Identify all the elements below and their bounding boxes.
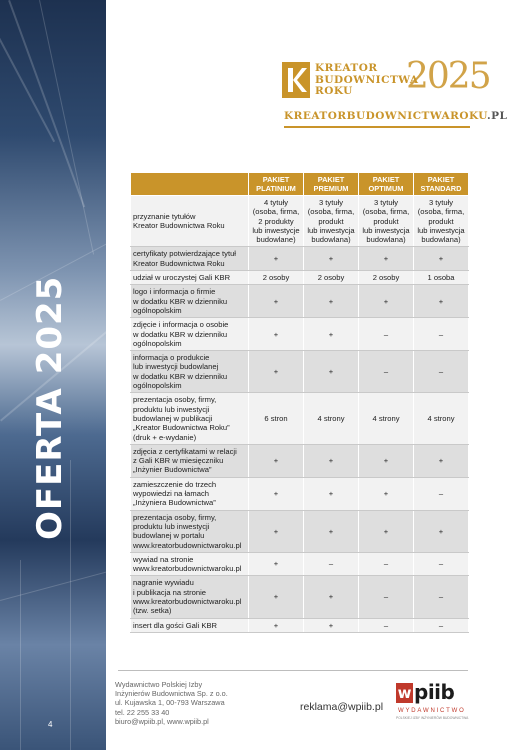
package-value-cell: +: [304, 318, 359, 351]
table-row: [131, 271, 469, 285]
package-value-cell: 3 tytuły (osoba, firma, produkt lub inwestycja budowlana): [359, 196, 414, 247]
feature-cell: zdjęcie i informacja o osobie w dodatku KBR w dzienniku ogólnopolskim: [131, 318, 249, 351]
table-row: [131, 318, 469, 351]
logo-wordmark: KREATOR BUDOWNICTWA ROKU: [315, 62, 419, 97]
package-value-cell: –: [359, 351, 414, 393]
table-row: [131, 552, 469, 576]
package-value-cell: +: [304, 618, 359, 632]
table-row: [131, 247, 469, 271]
feature-cell: prezentacja osoby, firmy, produktu lub inwestycji budowlanej w portalu www.kreatorbudownictwaroku.pl: [131, 510, 249, 552]
package-value-cell: +: [249, 444, 304, 477]
logo-year: 2025: [406, 56, 490, 97]
package-value-cell: –: [359, 318, 414, 351]
package-value-cell: +: [304, 285, 359, 318]
offer-title: OFERTA 2025: [30, 275, 70, 540]
table-row: [131, 444, 469, 477]
package-value-cell: –: [414, 477, 469, 510]
package-header: PAKIET STANDARD: [414, 173, 469, 196]
footer-divider: [118, 670, 468, 671]
package-value-cell: 3 tytuły (osoba, firma, produkt lub inwestycja budowlana): [304, 196, 359, 247]
package-value-cell: –: [414, 552, 469, 576]
package-value-cell: +: [249, 576, 304, 618]
package-value-cell: +: [414, 247, 469, 271]
table-row: [131, 510, 469, 552]
package-value-cell: +: [249, 318, 304, 351]
package-value-cell: +: [249, 247, 304, 271]
package-value-cell: +: [414, 510, 469, 552]
package-value-cell: 1 osoba: [414, 271, 469, 285]
package-value-cell: –: [359, 618, 414, 632]
package-value-cell: +: [304, 247, 359, 271]
feature-cell: wywiad na stronie www.kreatorbudownictwaroku.pl: [131, 552, 249, 576]
feature-cell: prezentacja osoby, firmy, produktu lub inwestycji budowlanej w publikacji „Kreator Budownictwa Roku” (druk + e-wydanie): [131, 393, 249, 444]
feature-cell: informacja o produkcie lub inwestycji budowlanej w dodatku KBR w dzienniku ogólnopolskim: [131, 351, 249, 393]
package-value-cell: 6 stron: [249, 393, 304, 444]
feature-cell: zamieszczenie do trzech wypowiedzi na łamach „Inżyniera Budownictwa”: [131, 477, 249, 510]
package-value-cell: –: [414, 576, 469, 618]
package-value-cell: +: [304, 444, 359, 477]
feature-cell: udział w uroczystej Gali KBR: [131, 271, 249, 285]
publisher-address: Wydawnictwo Polskiej Izby Inżynierów Budownictwa Sp. z o.o. ul. Kujawska 1, 00-793 Warszawa tel. 22 255 33 40 biuro@wpiib.pl, www.wpiib.pl: [115, 680, 228, 726]
page-number: 4: [48, 720, 53, 729]
package-value-cell: 3 tytuły (osoba, firma, produkt lub inwestycja budowlana): [414, 196, 469, 247]
package-value-cell: –: [359, 576, 414, 618]
package-header: PAKIET PLATINIUM: [249, 173, 304, 196]
package-value-cell: +: [359, 285, 414, 318]
package-value-cell: 4 strony: [304, 393, 359, 444]
site-url[interactable]: KREATORBUDOWNICTWAROKU.PL: [284, 110, 508, 122]
kreator-logo: [282, 56, 490, 102]
package-value-cell: –: [304, 552, 359, 576]
wpiib-logo: w piib WYDAWNICTWO POLSKIEJ IZBY INŻYNIERÓW BUDOWNICTWA: [396, 680, 469, 720]
wpiib-mark-icon: w: [397, 684, 412, 702]
feature-cell: nagranie wywiadu i publikacja na stronie www.kreatorbudownictwaroku.pl (tzw. setka): [131, 576, 249, 618]
feature-cell: zdjęcia z certyfikatami w relacji z Gali KBR w miesięczniku „Inżynier Budownictwa”: [131, 444, 249, 477]
table-row: [131, 618, 469, 632]
package-header: PAKIET PREMIUM: [304, 173, 359, 196]
package-value-cell: +: [249, 285, 304, 318]
package-value-cell: +: [359, 444, 414, 477]
feature-cell: przyznanie tytułów Kreator Budownictwa Roku: [131, 196, 249, 247]
package-value-cell: +: [414, 285, 469, 318]
package-value-cell: +: [304, 351, 359, 393]
contact-email[interactable]: reklama@wpiib.pl: [300, 701, 384, 713]
package-value-cell: –: [414, 318, 469, 351]
table-row: [131, 576, 469, 618]
package-value-cell: 4 strony: [414, 393, 469, 444]
feature-cell: certyfikaty potwierdzające tytuł Kreator Budownictwa Roku: [131, 247, 249, 271]
package-value-cell: +: [304, 510, 359, 552]
package-value-cell: 4 strony: [359, 393, 414, 444]
package-value-cell: –: [359, 552, 414, 576]
table-row: [131, 351, 469, 393]
feature-cell: logo i informacja o firmie w dodatku KBR w dzienniku ogólnopolskim: [131, 285, 249, 318]
table-row: [131, 477, 469, 510]
table-row: [131, 285, 469, 318]
package-value-cell: 4 tytuły (osoba, firma, 2 produkty lub inwestycje budowlane): [249, 196, 304, 247]
kreator-k-icon: [282, 62, 310, 98]
table-row: [131, 393, 469, 444]
package-value-cell: 2 osoby: [304, 271, 359, 285]
site-underline: [284, 126, 470, 128]
package-value-cell: +: [359, 477, 414, 510]
package-value-cell: –: [414, 351, 469, 393]
feature-cell: insert dla gości Gali KBR: [131, 618, 249, 632]
package-value-cell: +: [249, 351, 304, 393]
header-blank-cell: [131, 173, 249, 196]
package-value-cell: +: [249, 477, 304, 510]
package-value-cell: +: [414, 444, 469, 477]
package-value-cell: +: [304, 477, 359, 510]
package-value-cell: –: [414, 618, 469, 632]
packages-table: [130, 172, 469, 633]
table-header-row: [131, 173, 469, 196]
package-value-cell: +: [304, 576, 359, 618]
package-value-cell: +: [249, 618, 304, 632]
package-value-cell: +: [359, 510, 414, 552]
package-value-cell: 2 osoby: [249, 271, 304, 285]
package-header: PAKIET OPTIMUM: [359, 173, 414, 196]
package-value-cell: 2 osoby: [359, 271, 414, 285]
table-row: [131, 196, 469, 247]
package-value-cell: +: [359, 247, 414, 271]
package-value-cell: +: [249, 510, 304, 552]
package-value-cell: +: [249, 552, 304, 576]
